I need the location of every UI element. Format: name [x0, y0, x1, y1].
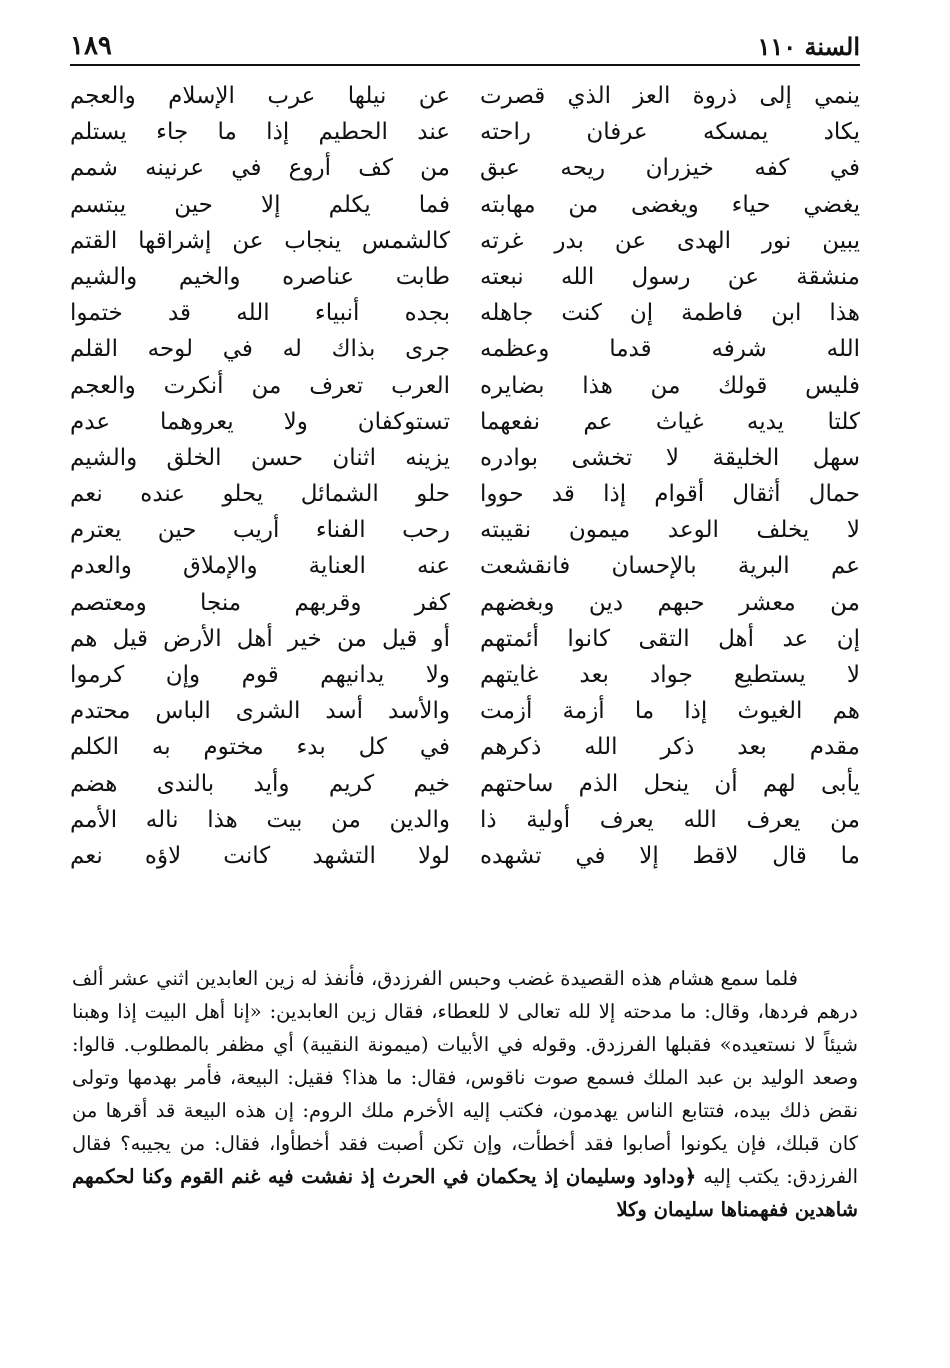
verse-line: يغضي حياء ويغضى من مهابته — [480, 191, 860, 218]
verse-line: فليس قولك من هذا بضايره — [480, 372, 860, 399]
verse-line: هذا ابن فاطمة إن كنت جاهله — [480, 300, 860, 327]
verse-line: يبين نور الهدى عن بدر غرته — [480, 227, 860, 254]
prose-body: فلما سمع هشام هذه القصيدة غضب وحبس الفرزدق، فأنفذ له زين العابدين اثني عشر ألف درهم فردها، وقال: ما مدحته إلا لله تعالى لا للعطاء، فقال زين العابدين: «إنا أهل البيت إذا وهبنا شيئاً لا نستعيده» فقبلها الفرزدق. وقوله في الأبيات (ميمونة النقيبة) أي مظفر بالمطلوب. قالوا: وصعد الوليد بن عبد الملك فسمع صوت ناقوس، فقال: ما هذا؟ فقيل: البيعة، فأمر بهدمها وتولى نقض ذلك بيده، فتتابع الناس يهدمون، فكتب إليه الأخرم ملك الروم: إن هذه البيعة قد أقرها من كان قبلك، فإن يكونوا أصابوا فقد أخطأت، وإن تكن أصبت فقد أخطأوا، فقال: من يجيبه؟ فقال الفرزدق: يكتب إليه — [72, 967, 858, 1188]
verse-line: هم الغيوث إذا ما أزمة أزمت — [480, 698, 860, 725]
prose-text — [72, 962, 858, 1226]
verse-line: إن عد أهل التقى كانوا أئمتهم — [480, 625, 860, 652]
verse-line: والدين من بيت هذا ناله الأمم — [70, 806, 450, 833]
verse-line: يأبى لهم أن ينحل الذم ساحتهم — [480, 770, 860, 797]
verse-line: لولا التشهد كانت لاؤه نعم — [70, 842, 450, 869]
verse-line: سهل الخليقة لا تخشى بوادره — [480, 444, 860, 471]
verse-line: جرى بذاك له في لوحه القلم — [70, 336, 450, 363]
poem — [70, 78, 860, 948]
verse-line: من معشر حبهم دين وبغضهم — [480, 589, 860, 616]
verse-line: ولا يدانيهم قوم وإن كرموا — [70, 662, 450, 688]
verse-line: عنه العناية والإملاق والعدم — [70, 553, 450, 580]
verse-line: لا يخلف الوعد ميمون نقيبته — [480, 517, 860, 544]
verse-line: تستوكفان ولا يعروهما عدم — [70, 408, 450, 435]
poem-right-column — [480, 78, 860, 874]
prose-paragraph — [72, 962, 858, 1226]
verse-line: خيم كريم وأيد بالندى هضم — [70, 770, 450, 797]
verse-line: كفر وقربهم منجا ومعتصم — [70, 589, 450, 616]
verse-line: طابت عناصره والخيم والشيم — [70, 263, 450, 290]
verse-line: عند الحطيم إذا ما جاء يستلم — [70, 119, 450, 146]
verse-line: العرب تعرف من أنكرت والعجم — [70, 372, 450, 399]
verse-line: الله شرفه قدما وعظمه — [480, 336, 860, 363]
verse-line: كالشمس ينجاب عن إشراقها القتم — [70, 227, 450, 254]
page-header — [70, 28, 860, 66]
verse-line: حلو الشمائل يحلو عنده نعم — [70, 481, 450, 508]
verse-line: فما يكلم إلا حين يبتسم — [70, 191, 450, 218]
verse-line: أو قيل من خير أهل الأرض قيل هم — [70, 625, 450, 652]
verse-line: يكاد يمسكه عرفان راحته — [480, 119, 860, 146]
running-title: السنة ١١٠ — [757, 31, 860, 61]
verse-line: ما قال لاقط إلا في تشهده — [480, 842, 860, 869]
verse-line: في كل بدء مختوم به الكلم — [70, 734, 450, 761]
poem-left-column — [70, 78, 450, 874]
verse-line: مقدم بعد ذكر الله ذكرهم — [480, 734, 860, 761]
verse-line: من كف أروع في عرنينه شمم — [70, 155, 450, 182]
page-number: ١٨٩ — [70, 31, 112, 61]
verse-line: والأسد أسد الشرى الباس محتدم — [70, 698, 450, 725]
verse-line: في كفه خيزران ريحه عبق — [480, 155, 860, 182]
verse-line: عن نيلها عرب الإسلام والعجم — [70, 83, 450, 109]
verse-line: بجده أنبياء الله قد ختموا — [70, 300, 450, 327]
quran-quote: ﴿وداود وسليمان إذ يحكمان في الحرث إذ نفشت فيه غنم القوم وكنا لحكمهم شاهدين ففهمناها سليمان وكلا — [72, 1165, 858, 1221]
verse-line: من يعرف الله يعرف أولية ذا — [480, 806, 860, 833]
verse-line: رحب الفناء أريب حين يعترم — [70, 517, 450, 544]
verse-line: حمال أثقال أقوام إذا قد حووا — [480, 481, 860, 508]
verse-line: لا يستطيع جواد بعد غايتهم — [480, 662, 860, 688]
verse-line: يزينه اثنان حسن الخلق والشيم — [70, 444, 450, 471]
verse-line: منشقة عن رسول الله نبعته — [480, 263, 860, 290]
verse-line: كلتا يديه غياث عم نفعهما — [480, 408, 860, 435]
verse-line: ينمي إلى ذروة العز الذي قصرت — [480, 83, 860, 109]
verse-line: عم البرية بالإحسان فانقشعت — [480, 553, 860, 580]
